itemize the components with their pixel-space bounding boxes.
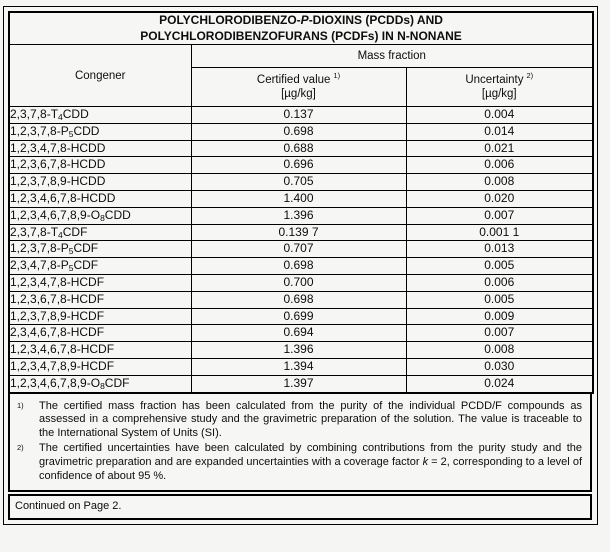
table-row bbox=[9, 174, 593, 191]
certified-value-cell: 1.396 bbox=[191, 207, 406, 224]
uncertainty-cell: 0.009 bbox=[406, 308, 593, 325]
uncertainty-cell: 0.030 bbox=[406, 358, 593, 375]
congener-cell: $1,2,3,7,8-P_5CDF$ bbox=[9, 241, 191, 258]
certified-value-unit: [µg/kg] bbox=[281, 88, 316, 100]
page-border bbox=[3, 6, 598, 525]
title-row bbox=[9, 12, 593, 45]
continued-box bbox=[8, 494, 592, 520]
certified-value-cell: 0.700 bbox=[191, 274, 406, 291]
congener-cell: $2,3,7,8-T_4CDD$ bbox=[9, 107, 191, 124]
certified-value-cell: 0.698 bbox=[191, 291, 406, 308]
table-row bbox=[9, 140, 593, 157]
certified-value-cell: 0.699 bbox=[191, 308, 406, 325]
congener-cell: $1,2,3,7,8-P_5CDD$ bbox=[9, 123, 191, 140]
col-header-congener: Congener bbox=[9, 45, 191, 107]
congener-cell: 1,2,3,7,8,9-HCDD bbox=[9, 174, 191, 191]
table-row bbox=[9, 274, 593, 291]
uncertainty-cell: 0.005 bbox=[406, 258, 593, 275]
uncertainty-cell: 0.006 bbox=[406, 274, 593, 291]
congener-cell: 1,2,3,7,8,9-HCDF bbox=[9, 308, 191, 325]
congener-cell: 1,2,3,6,7,8-HCDD bbox=[9, 157, 191, 174]
table-row bbox=[9, 241, 593, 258]
footnotes-box bbox=[8, 392, 592, 493]
certified-value-cell: 0.694 bbox=[191, 325, 406, 342]
uncertainty-cell: 0.024 bbox=[406, 375, 593, 392]
table-row bbox=[9, 207, 593, 224]
table-row bbox=[9, 157, 593, 174]
footnote-text: The certified mass fraction has been calculated from the purity of the individual PCDD/F compounds as assessed in a comprehensive study and the gravimetric preparation of the solution. The value is traceable to the International System of Units (SI). bbox=[39, 399, 582, 439]
col-header-uncertainty bbox=[406, 68, 593, 107]
table-row bbox=[9, 291, 593, 308]
footnote-text: The certified uncertainties have been calculated by combining contributions from the purity study and the gravimetric preparation and are expanded uncertainties with a coverage factor k = 2, corresponding to a level of confidence of about 95 %. bbox=[39, 442, 582, 482]
uncertainty-cell: 0.014 bbox=[406, 123, 593, 140]
table-title bbox=[9, 12, 593, 45]
uncertainty-cell: 0.004 bbox=[406, 107, 593, 124]
congener-cell: 1,2,3,4,7,8-HCDF bbox=[9, 274, 191, 291]
certified-value-cell: 1.394 bbox=[191, 358, 406, 375]
uncertainty-cell: 0.007 bbox=[406, 207, 593, 224]
certified-value-cell: 0.698 bbox=[191, 123, 406, 140]
certified-value-cell: 0.688 bbox=[191, 140, 406, 157]
table-row bbox=[9, 375, 593, 392]
uncertainty-cell: 0.001 1 bbox=[406, 224, 593, 241]
certified-value-cell: 0.139 7 bbox=[191, 224, 406, 241]
certified-value-cell: 0.707 bbox=[191, 241, 406, 258]
congener-cell: 1,2,3,4,7,8-HCDD bbox=[9, 140, 191, 157]
certified-value-cell: 0.698 bbox=[191, 258, 406, 275]
table-row bbox=[9, 325, 593, 342]
congener-cell: $2,3,7,8-T_4CDF$ bbox=[9, 224, 191, 241]
table-row bbox=[9, 308, 593, 325]
certified-value-cell: 0.696 bbox=[191, 157, 406, 174]
congener-cell: $1,2,3,4,6,7,8,9-O_8CDF$ bbox=[9, 375, 191, 392]
footnote-marker: 2) bbox=[17, 443, 24, 453]
certified-value-cell: 1.400 bbox=[191, 190, 406, 207]
table-row bbox=[9, 190, 593, 207]
certified-value-cell: 0.705 bbox=[191, 174, 406, 191]
certified-value-label: Certified value bbox=[256, 73, 331, 86]
col-header-mass-fraction: Mass fraction bbox=[191, 45, 593, 68]
uncertainty-cell: 0.021 bbox=[406, 140, 593, 157]
continued-text: Continued on Page 2. bbox=[15, 500, 122, 513]
congener-cell: 2,3,4,6,7,8-HCDF bbox=[9, 325, 191, 342]
uncertainty-cell: 0.013 bbox=[406, 241, 593, 258]
title-line-2: POLYCHLORODIBENZOFURANS (PCDFs) IN N-NONANE bbox=[140, 28, 462, 43]
footnote bbox=[10, 442, 590, 483]
congener-cell: $2,3,4,7,8-P_5CDF$ bbox=[9, 258, 191, 275]
table-row bbox=[9, 358, 593, 375]
table-row bbox=[9, 258, 593, 275]
congener-cell: 1,2,3,4,7,8,9-HCDF bbox=[9, 358, 191, 375]
footnote bbox=[10, 400, 590, 441]
uncertainty-cell: 0.006 bbox=[406, 157, 593, 174]
footnote-ref-2: 2) bbox=[526, 70, 534, 80]
uncertainty-cell: 0.007 bbox=[406, 325, 593, 342]
footnote-ref-1: 1) bbox=[333, 70, 341, 80]
table-row bbox=[9, 123, 593, 140]
title-line-1: POLYCHLORODIBENZO-P-DIOXINS (PCDDs) AND bbox=[159, 13, 443, 27]
congener-cell: $1,2,3,4,6,7,8,9-O_8CDD$ bbox=[9, 207, 191, 224]
table-row bbox=[9, 224, 593, 241]
certificate-table bbox=[8, 11, 594, 394]
uncertainty-cell: 0.020 bbox=[406, 190, 593, 207]
uncertainty-unit: [µg/kg] bbox=[481, 88, 517, 100]
congener-cell: 1,2,3,4,6,7,8-HCDF bbox=[9, 342, 191, 359]
uncertainty-cell: 0.008 bbox=[406, 342, 593, 359]
uncertainty-label: Uncertainty bbox=[465, 73, 524, 86]
uncertainty-cell: 0.008 bbox=[406, 174, 593, 191]
header-row-1 bbox=[9, 45, 593, 68]
certified-value-cell: 1.397 bbox=[191, 375, 406, 392]
certified-value-cell: 1.396 bbox=[191, 342, 406, 359]
congener-cell: 1,2,3,4,6,7,8-HCDD bbox=[9, 190, 191, 207]
table-row bbox=[9, 342, 593, 359]
certified-value-cell: 0.137 bbox=[191, 107, 406, 124]
col-header-certified-value bbox=[191, 68, 406, 107]
uncertainty-cell: 0.005 bbox=[406, 291, 593, 308]
table-row bbox=[9, 107, 593, 124]
congener-cell: 1,2,3,6,7,8-HCDF bbox=[9, 291, 191, 308]
footnote-marker: 1) bbox=[17, 400, 24, 410]
